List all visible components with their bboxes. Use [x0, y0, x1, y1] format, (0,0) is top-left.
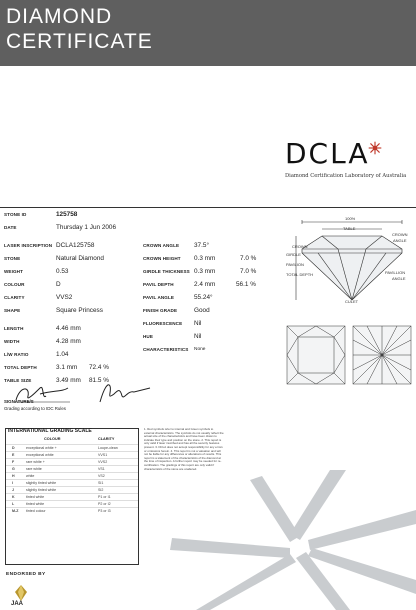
label-laser-inscription: LASER INSCRIPTION — [4, 243, 53, 248]
label-crown-angle: CROWN ANGLE — [143, 243, 180, 248]
grading-clarity-head: CLARITY — [98, 437, 115, 441]
label-hue: HUE — [143, 334, 153, 339]
diagram-label-crown-angle-2: ANGLE — [393, 238, 407, 243]
label-width: WIDTH — [4, 339, 20, 344]
value-crown-height-pct: 7.0 % — [240, 255, 257, 262]
value-crown-angle: 37.5° — [194, 242, 209, 249]
diagram-label-table: TABLE — [343, 226, 356, 231]
dcla-watermark-star-icon — [150, 470, 416, 610]
label-date: DATE — [4, 225, 17, 230]
label-stone: STONE — [4, 256, 21, 261]
diagram-label-pavilion: PAVILION — [286, 262, 304, 267]
dcla-star-icon — [368, 141, 382, 155]
label-pavil-angle: PAVIL ANGLE — [143, 295, 175, 300]
value-crown-height: 0.3 mm — [194, 255, 216, 262]
diagram-label-pavillion-2: ANGLE — [392, 276, 406, 281]
table-row: F rare white + VVS2 — [6, 458, 138, 466]
certificate-notes: 1. Red symbols refer to internal and Green symbols to external characteristics. The symbols do not usually reflect the actual size of the characteristics and have been drawn to indicate their type and position on the stone. 2. This report is only valid if laser inscribed and has all the security features present. 3. DCLA does not accept responsibility for any errors or omissions herein. 4. This report is not a valuation and will not be liable for any differences or alterations of results. This report is a statement of the characteristics of the diamond at the time of inspection. A further report may be needed for re-certification. The gradings of this report are only valid if characteristics of the stone are unaltered. — [144, 428, 224, 471]
label-length: LENGTH — [4, 326, 24, 331]
table-row: G rare white VS1 — [6, 465, 138, 473]
label-colour: COLOUR — [4, 282, 25, 287]
diagram-label-percent: 100% — [345, 216, 356, 221]
diagram-label-girdle: GIRDLE — [286, 252, 301, 257]
value-date: Thursday 1 Jun 2006 — [56, 224, 117, 231]
signature-label: SIGNATURE/S — [4, 399, 34, 404]
table-row: K tinted white P1 or I1 — [6, 493, 138, 501]
table-row: D exceptional white + Loupe-clean — [6, 444, 138, 452]
certificate-title-line1: DIAMOND — [6, 5, 113, 28]
value-laser-inscription: DCLA125758 — [56, 242, 95, 249]
dcla-subtitle: Diamond Certification Laboratory of Australia — [285, 173, 407, 179]
table-row: J slightly tinted white SI2 — [6, 486, 138, 494]
dcla-logo: DCLA — [285, 137, 370, 170]
value-weight: 0.53 — [56, 268, 69, 275]
value-table-size-pct: 81.5 % — [89, 377, 109, 384]
value-stone: Natural Diamond — [56, 255, 104, 262]
value-stone-id: 125758 — [56, 211, 78, 218]
label-weight: WEIGHT — [4, 269, 23, 274]
value-colour: D — [56, 281, 61, 288]
value-finish-grade: Good — [194, 307, 210, 314]
value-shape: Square Princess — [56, 307, 103, 314]
grading-scale-table — [5, 428, 139, 565]
table-row: M-Z tinted colour P3 or I3 — [6, 507, 138, 515]
table-row: E exceptional white VVS1 — [6, 451, 138, 459]
value-pavil-depth: 2.4 mm — [194, 281, 216, 288]
top-divider — [0, 207, 416, 208]
value-hue: Nil — [194, 333, 202, 340]
signature-image — [10, 378, 170, 408]
header-band — [0, 0, 416, 66]
label-finish-grade: FINISH GRADE — [143, 308, 178, 313]
value-lw-ratio: 1.04 — [56, 351, 69, 358]
table-row: H white VS2 — [6, 472, 138, 480]
value-width: 4.28 mm — [56, 338, 81, 345]
value-clarity: VVS2 — [56, 294, 73, 301]
value-length: 4.46 mm — [56, 325, 81, 332]
diagram-label-pavillion-1: PAVILLION — [385, 270, 406, 275]
diagram-label-total-depth: TOTAL DEPTH — [286, 272, 314, 277]
diagram-label-crown: CROWN — [292, 244, 308, 249]
diagram-label-crown-angle-1: CROWN — [392, 232, 408, 237]
diamond-top-view-diagram — [286, 325, 346, 385]
value-pavil-depth-pct: 56.1 % — [236, 281, 256, 288]
diagram-label-culet: CULET — [345, 299, 359, 304]
label-table-size: TABLE SIZE — [4, 378, 32, 383]
value-characteristics: None — [194, 347, 206, 352]
label-pavil-depth: PAVIL DEPTH — [143, 282, 174, 287]
label-total-depth: TOTAL DEPTH — [4, 365, 37, 370]
certificate-title-line2: CERTIFICATE — [6, 30, 153, 53]
table-row: L tinted white P2 or I2 — [6, 500, 138, 508]
table-row: I slightly tinted white SI1 — [6, 479, 138, 487]
label-crown-height: CROWN HEIGHT — [143, 256, 181, 261]
value-pavil-angle: 55.24° — [194, 294, 213, 301]
value-girdle-thickness-pct: 7.0 % — [240, 268, 257, 275]
value-total-depth: 3.1 mm — [56, 364, 78, 371]
label-fluorescence: FLUORESCENCE — [143, 321, 183, 326]
label-girdle-thickness: GIRDLE THICKNESS — [143, 269, 190, 274]
grading-scale-title: INTERNATIONAL GRADING SCALE — [8, 428, 92, 434]
label-clarity: CLARITY — [4, 295, 25, 300]
value-fluorescence: Nil — [194, 320, 202, 327]
value-table-size: 3.49 mm — [56, 377, 81, 384]
label-characteristics: CHARACTERISTICS — [143, 347, 189, 352]
grading-rules-note: Grading according to IDC Rules — [4, 406, 66, 411]
jaa-label: JAA — [11, 601, 24, 607]
label-lw-ratio: L/W RATIO — [4, 352, 29, 357]
diamond-bottom-view-diagram — [352, 325, 412, 385]
grading-colour-head: COLOUR — [44, 437, 61, 441]
value-total-depth-pct: 72.4 % — [89, 364, 109, 371]
value-girdle-thickness: 0.3 mm — [194, 268, 216, 275]
label-shape: SHAPE — [4, 308, 21, 313]
endorsed-by-label: ENDORSED BY — [6, 572, 46, 577]
label-stone-id: STONE ID — [4, 212, 27, 217]
